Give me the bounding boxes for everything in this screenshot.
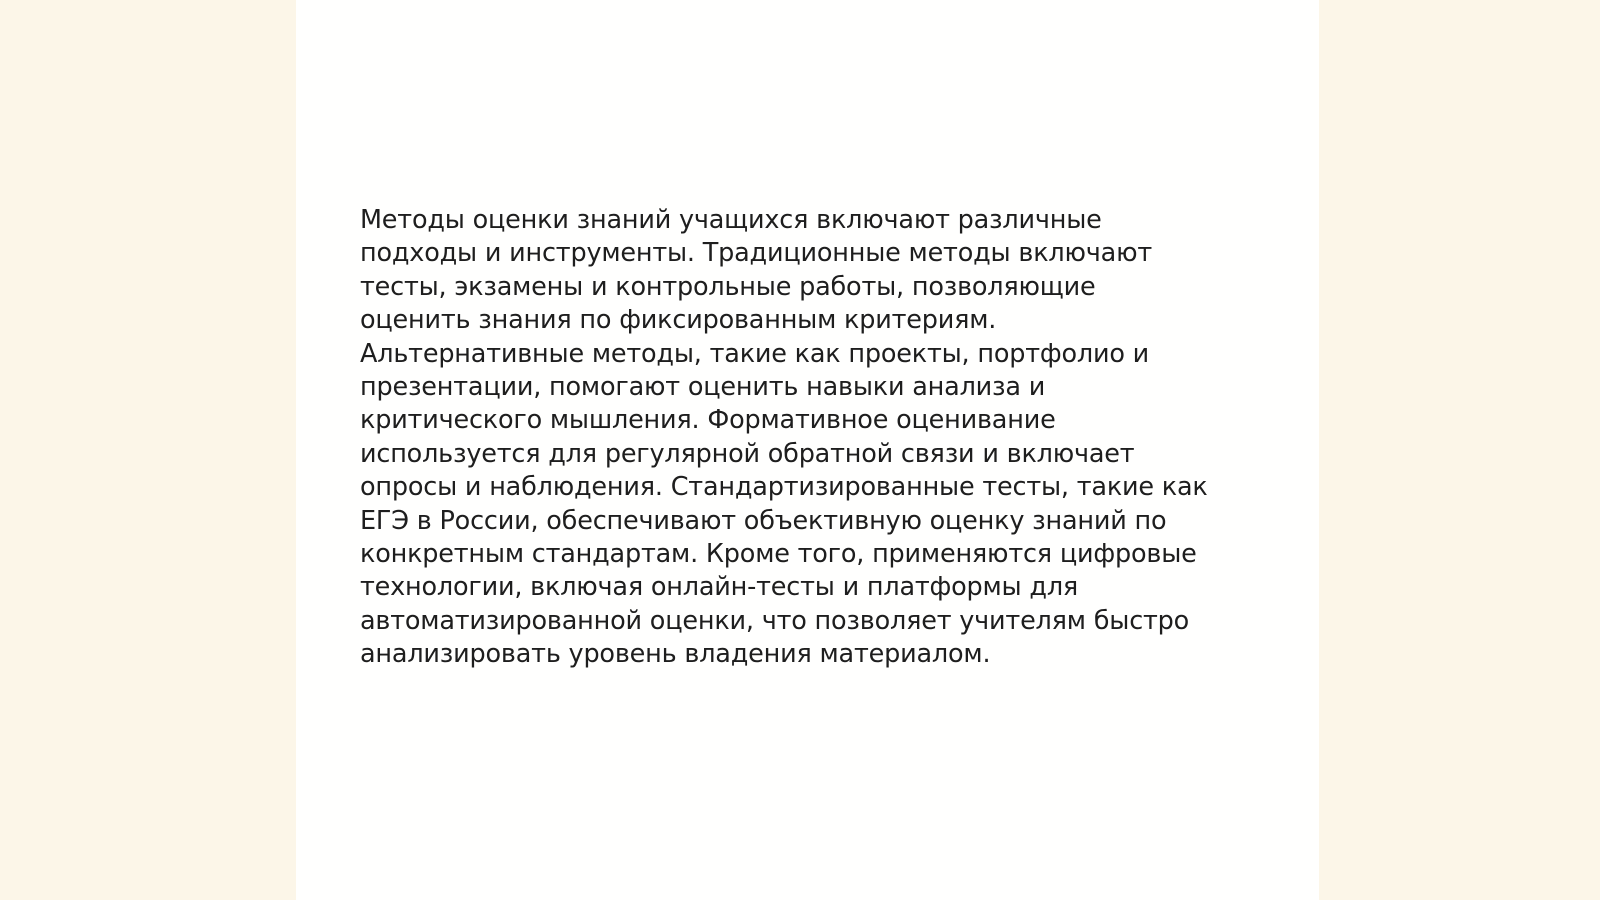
paragraph-line: критического мышления. Формативное оценивание [360, 405, 1056, 436]
paragraph-line: опросы и наблюдения. Стандартизированные тесты, такие как [360, 472, 1208, 503]
paragraph-line: Методы оценки знаний учащихся включают различные [360, 205, 1102, 235]
paragraph-line: конкретным стандартам. Кроме того, применяются цифровые [360, 539, 1197, 570]
paragraph-line: тесты, экзамены и контрольные работы, позволяющие [360, 271, 1096, 302]
paragraph-line: анализировать уровень владения материалом. [360, 639, 991, 670]
paragraph-line: технологии, включая онлайн-тесты и платформы для [360, 572, 1079, 603]
paragraph-line: презентации, помогают оценить навыки анализа и [360, 372, 1046, 403]
paragraph-line: подходы и инструменты. Традиционные методы включают [360, 238, 1152, 269]
paragraph-line: используется для регулярной обратной связи и включает [360, 438, 1135, 469]
paragraph-line: Альтернативные методы, такие как проекты, портфолио и [360, 338, 1150, 369]
paragraph-line: ЕГЭ в России, обеспечивают объективную оценку знаний по [360, 505, 1167, 536]
body-paragraph [360, 204, 1240, 672]
paragraph-line: оценить знания по фиксированным критериям. [360, 305, 997, 336]
paragraph-line: автоматизированной оценки, что позволяет учителям быстро [360, 605, 1190, 636]
